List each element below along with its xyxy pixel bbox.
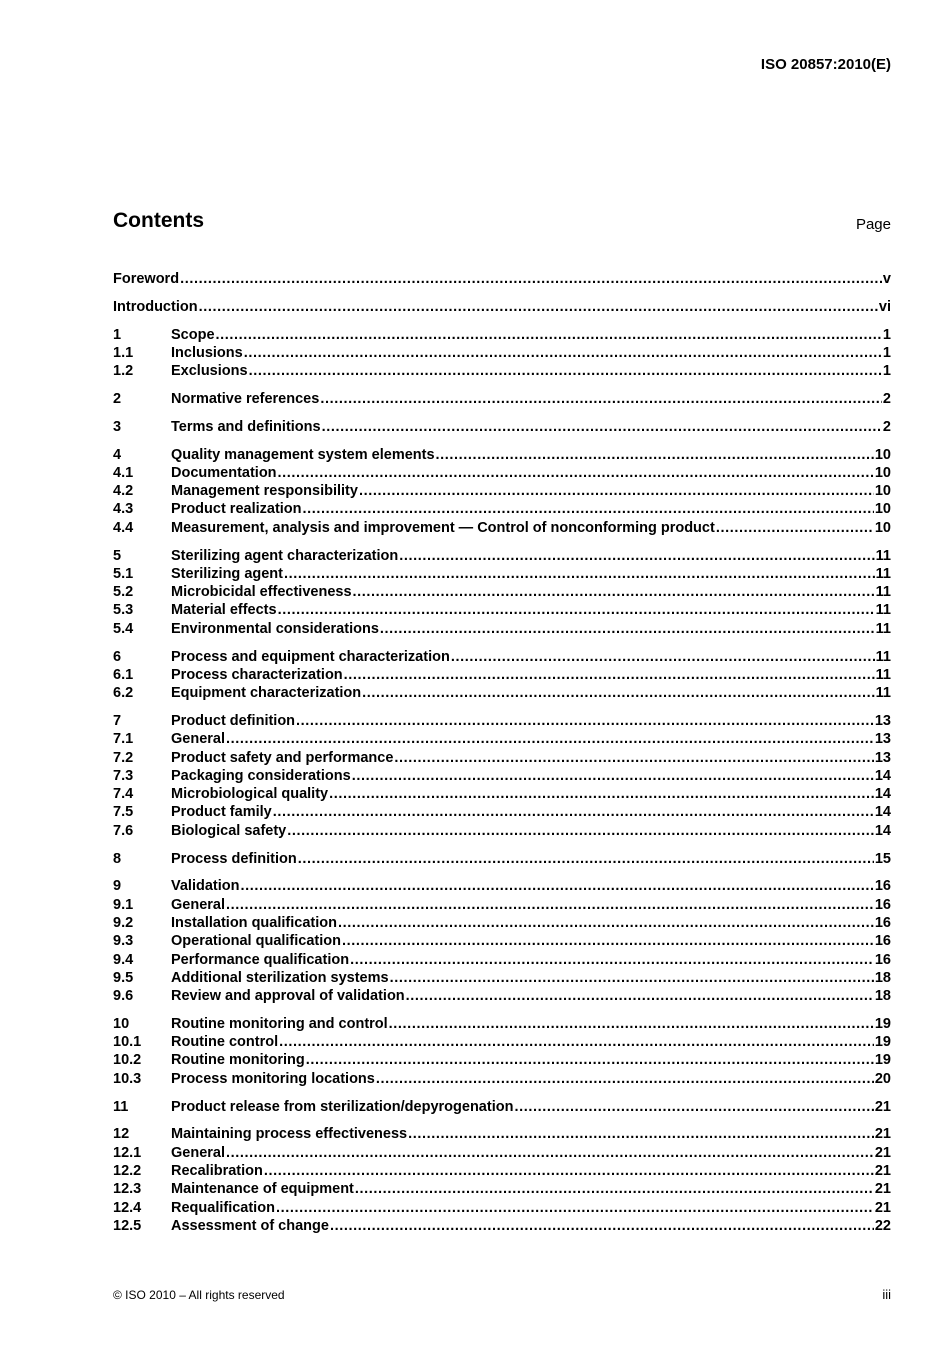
toc-entry[interactable]: [113, 712, 891, 730]
toc-entry-number: 4: [113, 446, 122, 463]
toc-entry-number: 2: [113, 390, 122, 407]
toc-entry-page: 2: [882, 390, 891, 407]
dot-leader: [330, 1217, 874, 1235]
toc-entry-page: 16: [874, 951, 891, 968]
toc-entry[interactable]: [113, 767, 891, 785]
toc-entry-page: 15: [874, 850, 891, 867]
toc-entry[interactable]: [113, 1199, 891, 1217]
toc-entry-number: 4.4: [113, 519, 134, 536]
toc-entry-number: 9.2: [113, 914, 134, 931]
toc-entry-title: Routine monitoring and control: [171, 1015, 388, 1032]
toc-entry-page: 22: [874, 1217, 891, 1234]
toc-entry-page: 13: [874, 712, 891, 729]
dot-leader: [338, 914, 874, 932]
toc-entry[interactable]: [113, 547, 891, 565]
toc-entry-page: 14: [874, 786, 891, 803]
dot-leader: [278, 601, 875, 619]
toc-entry-title: Routine monitoring: [171, 1052, 305, 1069]
copyright-notice: © ISO 2010 – All rights reserved: [113, 1288, 285, 1302]
dot-leader: [451, 648, 875, 666]
dot-leader: [244, 344, 882, 362]
dot-leader: [376, 1070, 874, 1088]
toc-entry-page: 11: [875, 648, 891, 665]
toc-entry-number: 6: [113, 648, 122, 665]
toc-entry-number: 7.2: [113, 749, 134, 766]
toc-entry[interactable]: [113, 1070, 891, 1088]
toc-entry-number: 6.2: [113, 685, 134, 702]
toc-entry-number: 5.3: [113, 602, 134, 619]
toc-entry-number: 7.1: [113, 731, 134, 748]
toc-entry-page: 14: [874, 767, 891, 784]
toc-entry-number: 4.2: [113, 483, 134, 500]
toc-entry-number: 1.1: [113, 344, 134, 361]
toc-entry-page: 11: [875, 584, 891, 601]
toc-entry[interactable]: [113, 1098, 891, 1116]
dot-leader: [359, 482, 874, 500]
toc-entry-title: Installation qualification: [171, 914, 337, 931]
toc-entry-title: Packaging considerations: [171, 767, 351, 784]
toc-entry[interactable]: [113, 1217, 891, 1235]
toc-entry[interactable]: [113, 326, 891, 344]
dot-leader: [216, 326, 882, 344]
dot-leader: [389, 1015, 874, 1033]
toc-entry-page: 13: [874, 749, 891, 766]
toc-entry-number: 5.1: [113, 565, 134, 582]
toc-entry[interactable]: [113, 464, 891, 482]
toc-entry-number: 7.6: [113, 822, 134, 839]
toc-entry-title: Sterilizing agent: [171, 565, 283, 582]
toc-entry-page: 20: [874, 1070, 891, 1087]
dot-leader: [303, 500, 874, 518]
toc-entry[interactable]: [113, 519, 891, 537]
toc-entry-number: 9.1: [113, 896, 134, 913]
toc-entry-page: 16: [874, 914, 891, 931]
toc-entry-number: 4.3: [113, 501, 134, 518]
toc-entry-number: 12.3: [113, 1181, 142, 1198]
dot-leader: [342, 932, 874, 950]
toc-entry-title: Process definition: [171, 850, 297, 867]
toc-entry-page: 21: [874, 1199, 891, 1216]
toc-entry-number: 5.2: [113, 584, 134, 601]
dot-leader: [320, 390, 882, 408]
page-column-label: Page: [855, 216, 891, 233]
dot-leader: [226, 896, 874, 914]
dot-leader: [716, 519, 874, 537]
dot-leader: [226, 1144, 874, 1162]
toc-entry-title: Documentation: [171, 464, 277, 481]
toc-entry[interactable]: [113, 987, 891, 1005]
toc-entry-number: 8: [113, 850, 122, 867]
toc-entry-title: Environmental considerations: [171, 620, 379, 637]
toc-entry-number: 10.2: [113, 1052, 142, 1069]
dot-leader: [306, 1051, 874, 1069]
toc-entry-title: Routine control: [171, 1034, 279, 1051]
dot-leader: [436, 446, 874, 464]
toc-entry[interactable]: [113, 648, 891, 666]
toc-entry-title: Process and equipment characterization: [171, 648, 450, 665]
toc-entry[interactable]: [113, 601, 891, 619]
toc-entry[interactable]: [113, 850, 891, 868]
toc-entry[interactable]: [113, 583, 891, 601]
toc-entry-title: Recalibration: [171, 1162, 263, 1179]
dot-leader: [380, 620, 875, 638]
toc-entry[interactable]: [113, 877, 891, 895]
toc-entry-title: Product realization: [171, 501, 302, 518]
toc-entry-page: 10: [874, 483, 891, 500]
toc-entry[interactable]: [113, 500, 891, 518]
toc-entry-title: Microbiological quality: [171, 786, 329, 803]
toc-entry-number: 1.2: [113, 363, 134, 380]
toc-entry-page: 10: [874, 519, 891, 536]
toc-entry-number: 9.3: [113, 933, 134, 950]
toc-entry-page: 1: [882, 363, 891, 380]
toc-entry-number: 5: [113, 547, 122, 564]
toc-entry-title: Equipment characterization: [171, 685, 362, 702]
toc-entry-title: Biological safety: [171, 822, 287, 839]
toc-entry-title: Management responsibility: [171, 483, 358, 500]
toc-entry-title: General: [171, 731, 225, 748]
toc-entry-title: General: [171, 896, 225, 913]
toc-entry[interactable]: [113, 749, 891, 767]
toc-entry-page: 14: [874, 804, 891, 821]
toc-entry-number: 9: [113, 878, 122, 895]
toc-entry[interactable]: [113, 932, 891, 950]
toc-entry-title: Performance qualification: [171, 951, 350, 968]
toc-entry-number: 5.4: [113, 620, 134, 637]
dot-leader: [278, 464, 874, 482]
page-title: Contents: [113, 209, 204, 232]
dot-leader: [180, 270, 882, 288]
toc-entry-number: 3: [113, 418, 122, 435]
toc-entry-title: Material effects: [171, 602, 277, 619]
toc-entry-page: 11: [875, 565, 891, 582]
toc-entry[interactable]: [113, 482, 891, 500]
dot-leader: [350, 951, 874, 969]
toc-entry[interactable]: [113, 1015, 891, 1033]
toc-entry-title: Exclusions: [171, 363, 248, 380]
toc-entry[interactable]: [113, 785, 891, 803]
dot-leader: [199, 298, 878, 316]
toc-entry-page: v: [882, 271, 891, 287]
toc-entry[interactable]: [113, 914, 891, 932]
toc-entry-title: Product safety and performance: [171, 749, 394, 766]
toc-entry-page: 21: [874, 1126, 891, 1143]
toc-entry[interactable]: [113, 1144, 891, 1162]
toc-entry-number: 9.6: [113, 988, 134, 1005]
dot-leader: [355, 1180, 874, 1198]
toc-entry-title: Product family: [171, 804, 272, 821]
toc-entry[interactable]: [113, 822, 891, 840]
dot-leader: [408, 1125, 874, 1143]
page-number: iii: [882, 1287, 891, 1302]
toc-entry-page: 21: [874, 1144, 891, 1161]
toc-entry-title: Validation: [171, 878, 240, 895]
toc-entry[interactable]: [113, 1125, 891, 1143]
toc-entry-title: Maintaining process effectiveness: [171, 1126, 408, 1143]
toc-entry[interactable]: [113, 951, 891, 969]
toc-entry-number: 7.5: [113, 804, 134, 821]
toc-entry-page: 11: [875, 602, 891, 619]
toc-entry-number: 12.5: [113, 1217, 142, 1234]
toc-entry-number: 9.5: [113, 969, 134, 986]
toc-entry-title: Quality management system elements: [171, 446, 435, 463]
toc-entry-title: Measurement, analysis and improvement — Control of nonconforming product: [171, 519, 715, 536]
toc-entry[interactable]: [113, 896, 891, 914]
toc-entry[interactable]: [113, 1162, 891, 1180]
toc-entry-page: 1: [882, 326, 891, 343]
dot-leader: [352, 767, 874, 785]
toc-entry-page: 13: [874, 731, 891, 748]
dot-leader: [344, 666, 875, 684]
toc-entry[interactable]: [113, 1180, 891, 1198]
toc-entry-title: Operational qualification: [171, 933, 341, 950]
toc-entry[interactable]: [113, 362, 891, 380]
dot-leader: [322, 418, 882, 436]
toc-entry-title: Normative references: [171, 390, 320, 407]
toc-entry-title: Maintenance of equipment: [171, 1181, 354, 1198]
dot-leader: [226, 730, 874, 748]
toc-entry-page: 1: [882, 344, 891, 361]
toc-entry-page: 11: [875, 666, 891, 683]
toc-entry-title: Inclusions: [171, 344, 243, 361]
toc-entry-page: 2: [882, 418, 891, 435]
toc-entry-page: 11: [875, 620, 891, 637]
dot-leader: [390, 969, 874, 987]
toc-entry[interactable]: [113, 730, 891, 748]
toc-entry-title: Terms and definitions: [171, 418, 321, 435]
table-of-contents: [113, 270, 891, 1235]
toc-entry[interactable]: [113, 666, 891, 684]
toc-entry-number: 12: [113, 1126, 130, 1143]
toc-entry-number: 11: [113, 1098, 129, 1115]
toc-entry-title: Foreword: [113, 271, 180, 287]
dot-leader: [329, 785, 874, 803]
toc-entry-number: 12.4: [113, 1199, 142, 1216]
dot-leader: [264, 1162, 874, 1180]
toc-entry-title: Assessment of change: [171, 1217, 329, 1234]
toc-entry-title: Review and approval of validation: [171, 988, 405, 1005]
toc-entry-number: 10.3: [113, 1070, 142, 1087]
toc-entry[interactable]: [113, 1033, 891, 1051]
toc-entry-page: 10: [874, 446, 891, 463]
dot-leader: [241, 877, 874, 895]
dot-leader: [284, 565, 875, 583]
toc-entry-page: 21: [874, 1098, 891, 1115]
toc-entry[interactable]: [113, 418, 891, 436]
toc-entry-page: 11: [875, 685, 891, 702]
toc-entry-title: Additional sterilization systems: [171, 969, 389, 986]
toc-entry-page: 11: [875, 547, 891, 564]
toc-entry-page: 18: [874, 988, 891, 1005]
dot-leader: [249, 362, 882, 380]
toc-entry-page: vi: [878, 298, 891, 315]
toc-entry-page: 16: [874, 878, 891, 895]
toc-entry[interactable]: [113, 620, 891, 638]
toc-entry[interactable]: [113, 446, 891, 464]
document-id: ISO 20857:2010(E): [760, 56, 891, 73]
toc-entry-number: 9.4: [113, 951, 134, 968]
toc-entry[interactable]: [113, 344, 891, 362]
toc-entry-title: Introduction: [113, 298, 198, 315]
toc-entry[interactable]: [113, 684, 891, 702]
toc-entry-page: 21: [874, 1162, 891, 1179]
toc-entry[interactable]: [113, 803, 891, 821]
toc-entry[interactable]: [113, 969, 891, 987]
toc-entry-page: 19: [874, 1015, 891, 1032]
toc-entry[interactable]: [113, 390, 891, 408]
dot-leader: [276, 1199, 874, 1217]
toc-entry-page: 18: [874, 969, 891, 986]
toc-entry-title: Microbicidal effectiveness: [171, 584, 352, 601]
toc-entry-title: Process monitoring locations: [171, 1070, 375, 1087]
dot-leader: [273, 803, 874, 821]
dot-leader: [394, 749, 873, 767]
dot-leader: [287, 822, 874, 840]
dot-leader: [406, 987, 874, 1005]
toc-entry-number: 7: [113, 712, 122, 729]
toc-entry-number: 10.1: [113, 1034, 142, 1051]
toc-entry-page: 14: [874, 822, 891, 839]
dot-leader: [298, 850, 874, 868]
toc-entry-page: 19: [874, 1052, 891, 1069]
toc-entry-title: General: [171, 1144, 225, 1161]
toc-entry-page: 16: [874, 933, 891, 950]
toc-entry-number: 1: [113, 326, 122, 343]
dot-leader: [362, 684, 875, 702]
toc-entry[interactable]: [113, 1051, 891, 1069]
toc-entry-title: Product release from sterilization/depyrogenation: [171, 1098, 514, 1115]
toc-entry-page: 16: [874, 896, 891, 913]
toc-entry-title: Requalification: [171, 1199, 275, 1216]
toc-entry-title: Sterilizing agent characterization: [171, 547, 399, 564]
toc-entry-title: Product definition: [171, 712, 296, 729]
toc-entry-title: Scope: [171, 326, 215, 343]
toc-entry-number: 12.1: [113, 1144, 142, 1161]
toc-entry-number: 4.1: [113, 464, 134, 481]
toc-entry-number: 6.1: [113, 666, 134, 683]
dot-leader: [399, 547, 874, 565]
toc-entry-page: 10: [874, 501, 891, 518]
toc-entry-number: 7.3: [113, 767, 134, 784]
toc-entry[interactable]: [113, 270, 891, 288]
toc-entry-title: Process characterization: [171, 666, 343, 683]
toc-entry-page: 19: [874, 1034, 891, 1051]
dot-leader: [353, 583, 875, 601]
toc-entry[interactable]: [113, 298, 891, 316]
dot-leader: [296, 712, 874, 730]
dot-leader: [279, 1033, 874, 1051]
toc-entry-number: 7.4: [113, 786, 134, 803]
dot-leader: [514, 1098, 873, 1116]
toc-entry-number: 10: [113, 1015, 130, 1032]
toc-entry[interactable]: [113, 565, 891, 583]
toc-entry-page: 21: [874, 1181, 891, 1198]
toc-entry-number: 12.2: [113, 1162, 142, 1179]
toc-entry-page: 10: [874, 464, 891, 481]
